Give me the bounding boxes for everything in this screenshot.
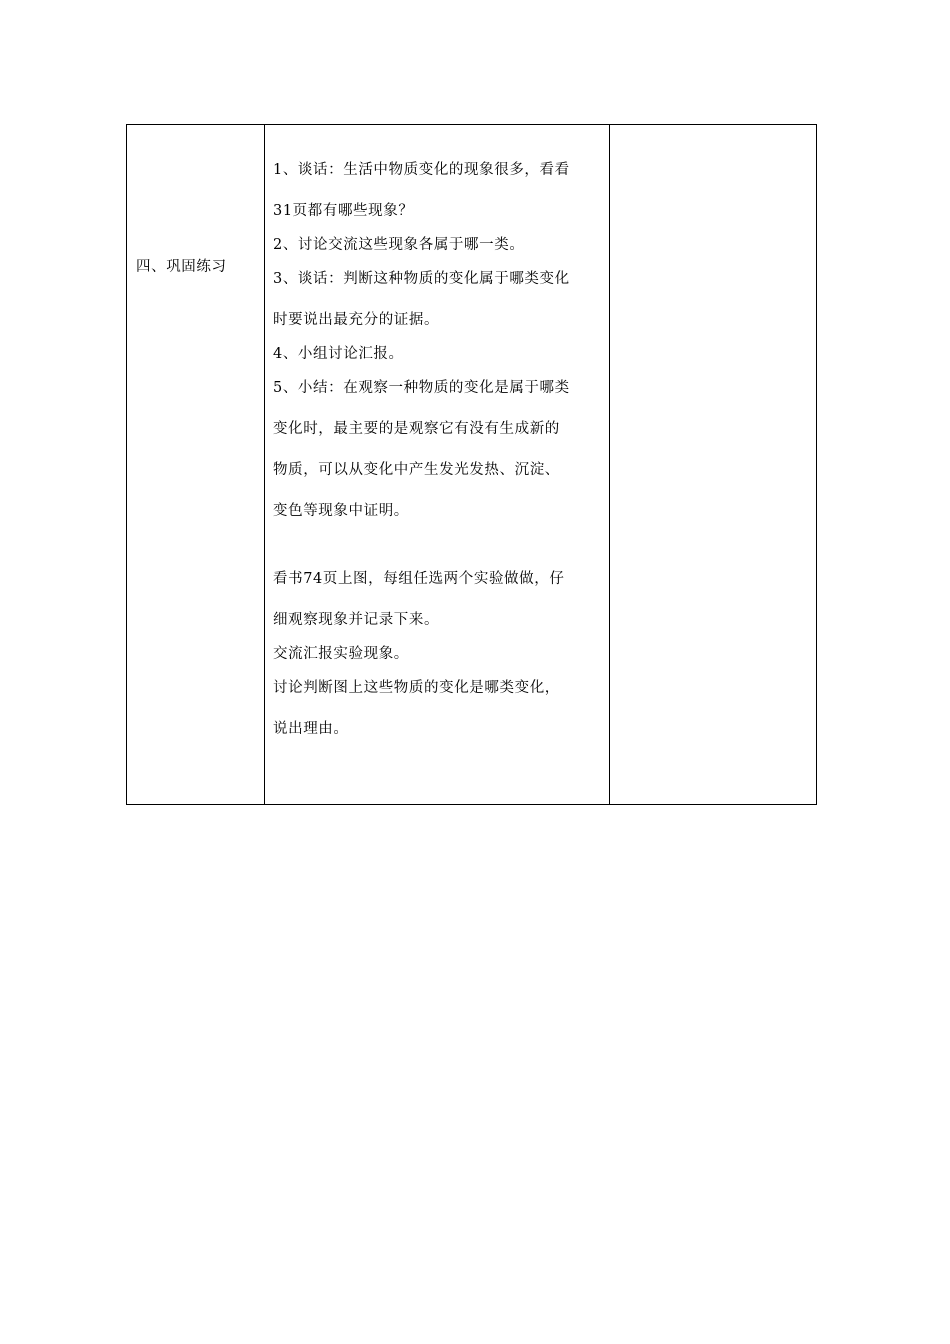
section-cell <box>127 125 265 805</box>
content-line: 看书74页上图，每组任选两个实验做做，仔 <box>273 571 565 587</box>
content-line: 时要说出最充分的证据。 <box>273 312 440 328</box>
content-line: 5、小结：在观察一种物质的变化是属于哪类 <box>273 380 570 396</box>
section-title: 四、巩固练习 <box>136 259 227 275</box>
content-line: 变化时，最主要的是观察它有没有生成新的 <box>273 421 560 437</box>
content-line: 3、谈话：判断这种物质的变化属于哪类变化 <box>273 271 570 287</box>
content-line: 交流汇报实验现象。 <box>273 646 409 662</box>
content-line: 物质，可以从变化中产生发光发热、沉淀、 <box>273 462 560 478</box>
notes-cell <box>610 125 817 805</box>
content-line: 31页都有哪些现象？ <box>273 203 414 219</box>
content-line: 说出理由。 <box>273 721 349 737</box>
content-line: 细观察现象并记录下来。 <box>273 612 440 628</box>
content-cell <box>265 125 610 805</box>
content-line: 变色等现象中证明。 <box>273 503 409 519</box>
table-row <box>127 125 817 805</box>
content-line: 1、谈话：生活中物质变化的现象很多，看看 <box>273 162 570 178</box>
content-line: 2、讨论交流这些现象各属于哪一类。 <box>273 237 525 253</box>
content-line: 讨论判断图上这些物质的变化是哪类变化， <box>273 680 560 696</box>
content-text <box>265 125 609 739</box>
content-line: 4、小组讨论汇报。 <box>273 346 404 362</box>
lesson-table <box>126 124 817 805</box>
